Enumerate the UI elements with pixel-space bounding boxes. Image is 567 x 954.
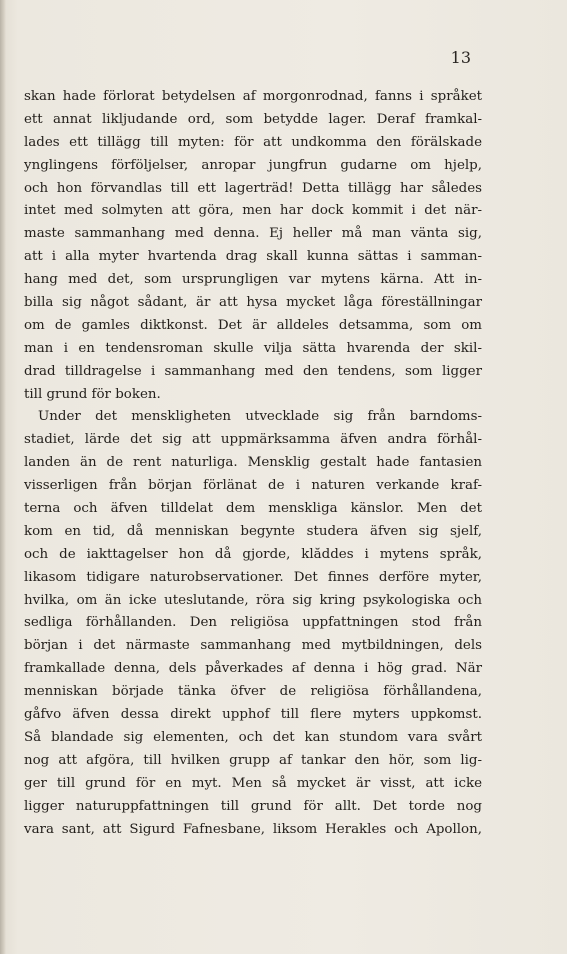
text-line: nog att afgöra, till hvilken grupp af tankar den hör, som lig- xyxy=(24,752,482,768)
text-line: lades ett tillägg till myten: för att undkomma den förälskade xyxy=(24,134,482,150)
body-text xyxy=(24,86,482,841)
text-line: Under det menskligheten utvecklade sig från barndoms- xyxy=(38,409,482,425)
text-line: terna och äfven tilldelat dem menskliga känslor. Men det xyxy=(24,501,482,517)
text-line: stadiet, lärde det sig att uppmärksamma äfven andra förhål- xyxy=(24,432,482,448)
text-line: likasom tidigare naturobservationer. Det finnes derföre myter, xyxy=(24,569,482,585)
page-gutter xyxy=(0,0,6,954)
page-number: 13 xyxy=(450,48,471,67)
text-line: om de gamles diktkonst. Det är alldeles detsamma, som om xyxy=(24,317,482,333)
text-line: ligger naturuppfattningen till grund för allt. Det torde nog xyxy=(24,798,482,814)
text-line: ett annat likljudande ord, som betydde lager. Deraf framkal- xyxy=(24,111,482,127)
text-line: visserligen från början förlänat de i naturen verkande kraf- xyxy=(24,478,482,494)
text-line: och de iakttagelser hon då gjorde, klăddes i mytens språk, xyxy=(24,546,482,562)
text-line: hang med det, som ursprungligen var mytens kärna. Att in- xyxy=(24,272,482,288)
text-line: ger till grund för en myt. Men så mycket är visst, att icke xyxy=(24,775,482,791)
text-line: vara sant, att Sigurd Fafnesbane, liksom Herakles och Apollon, xyxy=(24,821,482,837)
text-line: framkallade denna, dels påverkades af denna i hög grad. När xyxy=(24,661,482,677)
text-line: menniskan började tänka öfver de religiösa förhållandena, xyxy=(24,684,482,700)
text-line: ynglingens förföljelser, anropar jungfrun gudarne om hjelp, xyxy=(24,157,482,173)
text-line: landen än de rent naturliga. Mensklig gestalt hade fantasien xyxy=(24,455,482,471)
text-line: Så blandade sig elementen, och det kan stundom vara svårt xyxy=(24,729,482,745)
text-line: till grund för boken. xyxy=(24,386,161,402)
text-line: maste sammanhang med denna. Ej heller må man vänta sig, xyxy=(24,226,482,242)
text-line: att i alla myter hvartenda drag skall kunna sättas i samman- xyxy=(24,249,482,265)
text-line: hvilka, om än icke uteslutande, röra sig kring psykologiska och xyxy=(24,592,482,608)
text-line: skan hade förlorat betydelsen af morgonrodnad, fanns i språket xyxy=(24,89,482,104)
text-line: kom en tid, då menniskan begynte studera äfven sig sjelf, xyxy=(24,523,482,539)
text-line: början i det närmaste sammanhang med mytbildningen, dels xyxy=(24,638,482,654)
text-line: intet med solmyten att göra, men har dock kommit i det när- xyxy=(24,203,482,219)
text-line: gåfvo äfven dessa direkt upphof till flere myters uppkomst. xyxy=(24,707,482,723)
text-line: och hon förvandlas till ett lagerträd! Detta tillägg har således xyxy=(24,180,482,196)
text-line: sedliga förhållanden. Den religiösa uppfattningen stod från xyxy=(24,615,482,631)
text-line: man i en tendensroman skulle vilja sätta hvarenda der skil- xyxy=(24,340,482,356)
text-line: billa sig något sådant, är att hysa mycket låga föreställningar xyxy=(24,295,482,311)
text-line: drad tilldragelse i sammanhang med den tendens, som ligger xyxy=(24,363,482,379)
